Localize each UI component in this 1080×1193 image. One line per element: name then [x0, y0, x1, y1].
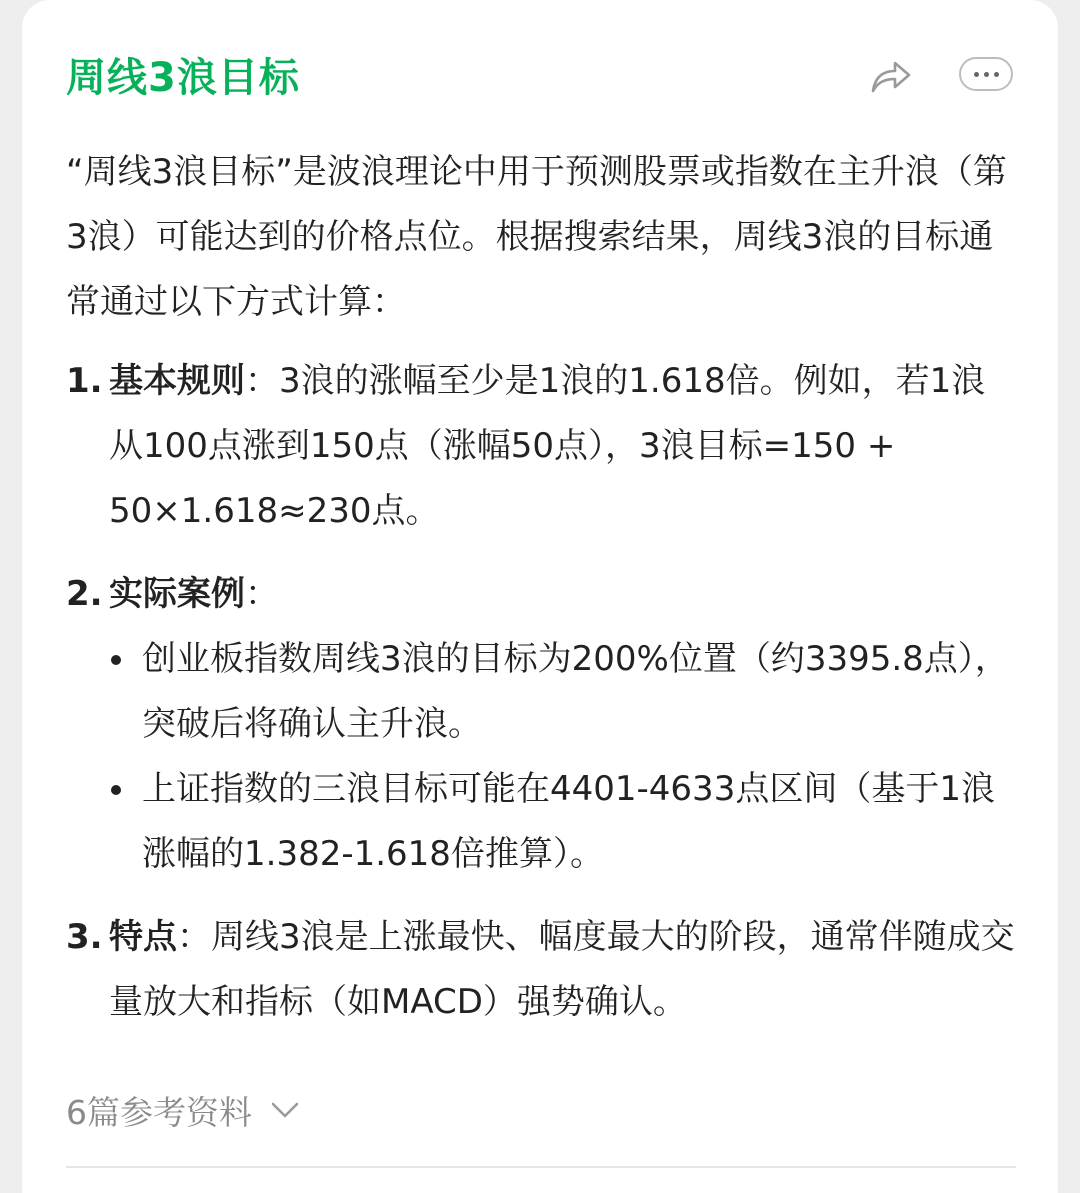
item-text: 周线3浪是上涨最快、幅度最大的阶段，通常伴随成交量放大和指标（如MACD）强势确认。: [109, 917, 1015, 1022]
item-heading: 基本规则: [109, 361, 245, 401]
answer-content: [66, 140, 1016, 1053]
list-item-cases: [66, 562, 1016, 887]
share-button[interactable]: [866, 52, 916, 102]
bullet-item: [109, 627, 1016, 757]
chevron-down-icon: [270, 1100, 300, 1120]
item-number: 1.: [66, 361, 103, 401]
list-item-basic-rule: [66, 349, 1016, 544]
intro-paragraph: “周线3浪目标”是波浪理论中用于预测股票或指数在主升浪（第3浪）可能达到的价格点位。根据搜索结果，周线3浪的目标通常通过以下方式计算：: [66, 152, 1007, 322]
more-icon: [974, 72, 979, 77]
case-bullet-list: [109, 627, 1016, 887]
bullet-text: 创业板指数周线3浪的目标为200%位置（约3395.8点），突破后将确认主升浪。: [142, 639, 1009, 744]
item-colon: ：: [245, 574, 279, 614]
bullet-text: 上证指数的三浪目标可能在4401-4633点区间（基于1浪涨幅的1.382-1.618倍推算）。: [142, 769, 995, 874]
divider: [66, 1166, 1016, 1168]
share-icon: [869, 57, 913, 97]
item-colon: ：: [177, 917, 211, 957]
card-title: 周线3浪目标: [66, 55, 300, 101]
item-text: 3浪的涨幅至少是1浪的1.618倍。例如，若1浪从100点涨到150点（涨幅50点），3浪目标=150 + 50×1.618≈230点。: [109, 361, 986, 531]
item-heading: 特点: [109, 917, 177, 957]
list-item-features: [66, 905, 1016, 1035]
more-button[interactable]: [959, 57, 1013, 91]
card-header: [66, 48, 1016, 108]
item-number: 3.: [66, 917, 103, 957]
references-label: 6篇参考资料: [66, 1092, 252, 1132]
item-number: 2.: [66, 574, 103, 614]
item-colon: ：: [245, 361, 279, 401]
bullet-dot: [111, 785, 121, 795]
bullet-dot: [111, 655, 121, 665]
bullet-item: [109, 757, 1016, 887]
answer-card: [22, 0, 1058, 1193]
references-toggle[interactable]: [66, 1080, 300, 1140]
item-heading: 实际案例: [109, 574, 245, 614]
